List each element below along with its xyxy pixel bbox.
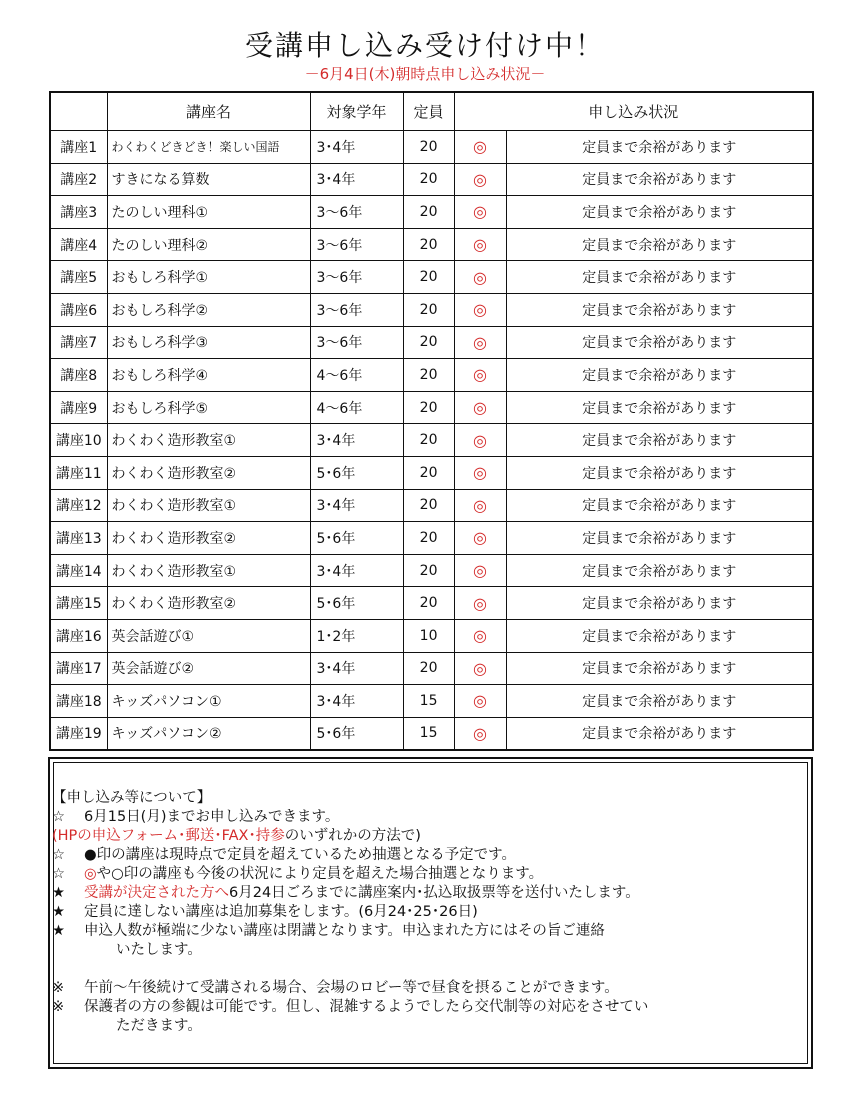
- page-title: 受講申し込み受け付け中！: [244, 29, 605, 62]
- header-capacity: 定員: [403, 92, 454, 131]
- notes-bullet-mark: ☆: [52, 809, 65, 825]
- course-id: 講座18: [50, 685, 107, 718]
- course-name: わくわく造形教室①: [107, 554, 310, 587]
- course-capacity: 20: [403, 131, 454, 164]
- notes-line: [52, 941, 752, 960]
- course-id: 講座5: [50, 261, 107, 294]
- notes-text: ただきます。: [116, 1018, 202, 1034]
- notes-text: 保護者の方の参観は可能です。但し、混雑するようでしたら交代制等の対応をさせてい: [84, 999, 649, 1015]
- course-status: 定員まで余裕があります: [506, 163, 813, 196]
- course-grade: 4～6年: [310, 391, 403, 424]
- notes-bullet-mark: ☆: [52, 866, 65, 882]
- course-capacity: 15: [403, 717, 454, 750]
- course-capacity: 10: [403, 619, 454, 652]
- course-grade: 5･6年: [310, 717, 403, 750]
- course-grade: 3･4年: [310, 424, 403, 457]
- course-id: 講座13: [50, 522, 107, 555]
- course-status: 定員まで余裕があります: [506, 261, 813, 294]
- course-status: 定員まで余裕があります: [506, 228, 813, 261]
- notes-line-body: [84, 846, 516, 865]
- course-status-mark: ◎: [454, 359, 506, 392]
- course-name: キッズパソコン②: [107, 717, 310, 750]
- course-status-mark: ◎: [454, 619, 506, 652]
- course-name: わくわく造形教室①: [107, 424, 310, 457]
- course-id: 講座4: [50, 228, 107, 261]
- course-status: 定員まで余裕があります: [506, 131, 813, 164]
- header-course-name: 講座名: [107, 92, 310, 131]
- course-capacity: 20: [403, 359, 454, 392]
- course-name: わくわく造形教室②: [107, 587, 310, 620]
- course-status: 定員まで余裕があります: [506, 619, 813, 652]
- notes-text: 午前～午後続けて受講される場合、会場のロビー等で昼食を摂ることができます。: [84, 980, 619, 996]
- table-row: [50, 685, 813, 718]
- course-capacity: 20: [403, 228, 454, 261]
- notes-bullet-mark: ★: [52, 885, 65, 901]
- page-subtitle: －6月4日(木)朝時点申し込み状況－: [304, 65, 546, 83]
- notes-box: [48, 757, 813, 1069]
- course-status-mark: ◎: [454, 424, 506, 457]
- course-status-mark: ◎: [454, 261, 506, 294]
- course-capacity: 20: [403, 554, 454, 587]
- course-status: 定員まで余裕があります: [506, 522, 813, 555]
- course-capacity: 20: [403, 522, 454, 555]
- table-row: [50, 359, 813, 392]
- course-capacity: 20: [403, 391, 454, 424]
- table-row: [50, 587, 813, 620]
- notes-line-body: [52, 827, 421, 846]
- course-grade: 1･2年: [310, 619, 403, 652]
- course-id: 講座3: [50, 196, 107, 229]
- notes-line-body: [84, 903, 478, 922]
- notes-line: [52, 922, 752, 941]
- header-grade: 対象学年: [310, 92, 403, 131]
- course-name: おもしろ科学①: [107, 261, 310, 294]
- course-grade: 3･4年: [310, 131, 403, 164]
- course-status: 定員まで余裕があります: [506, 717, 813, 750]
- course-id: 講座9: [50, 391, 107, 424]
- notes-bullet-mark: [52, 941, 84, 960]
- table-row: [50, 554, 813, 587]
- course-status-mark: ◎: [454, 652, 506, 685]
- table-header-row: [50, 92, 813, 131]
- notes-line-body: [84, 922, 605, 941]
- course-status-mark: ◎: [454, 456, 506, 489]
- course-status: 定員まで余裕があります: [506, 554, 813, 587]
- course-status: 定員まで余裕があります: [506, 456, 813, 489]
- course-name: おもしろ科学⑤: [107, 391, 310, 424]
- notes-text: 定員に達しない講座は追加募集をします。(6月24･25･26日): [84, 904, 478, 920]
- course-capacity: 20: [403, 261, 454, 294]
- notes-heading: 【申し込み等について】: [52, 790, 212, 806]
- course-id: 講座7: [50, 326, 107, 359]
- table-row: [50, 522, 813, 555]
- course-capacity: 20: [403, 196, 454, 229]
- course-name: 英会話遊び①: [107, 619, 310, 652]
- notes-line: [52, 865, 752, 884]
- course-capacity: 20: [403, 587, 454, 620]
- notes-text: 申込人数が極端に少ない講座は閉講となります。申込まれた方にはその旨ご連絡: [84, 923, 605, 939]
- course-id: 講座19: [50, 717, 107, 750]
- notes-line: [52, 884, 752, 903]
- notes-line: [52, 827, 752, 846]
- notes-spacer: [52, 960, 752, 979]
- table-row: [50, 131, 813, 164]
- course-name: おもしろ科学③: [107, 326, 310, 359]
- notes-line: [52, 1017, 752, 1036]
- course-status: 定員まで余裕があります: [506, 196, 813, 229]
- course-status-mark: ◎: [454, 293, 506, 326]
- course-capacity: 20: [403, 293, 454, 326]
- course-status: 定員まで余裕があります: [506, 293, 813, 326]
- course-capacity: 20: [403, 424, 454, 457]
- table-row: [50, 261, 813, 294]
- course-status-mark: ◎: [454, 685, 506, 718]
- course-capacity: 20: [403, 489, 454, 522]
- course-name: キッズパソコン①: [107, 685, 310, 718]
- course-status-mark: ◎: [454, 163, 506, 196]
- course-status: 定員まで余裕があります: [506, 391, 813, 424]
- notes-line: [52, 979, 752, 998]
- notes-line-body: [84, 865, 543, 884]
- course-id: 講座14: [50, 554, 107, 587]
- course-capacity: 20: [403, 456, 454, 489]
- table-row: [50, 456, 813, 489]
- course-status-mark: ◎: [454, 228, 506, 261]
- notes-red-text: (HPの申込フォーム･郵送･FAX･持参: [52, 828, 285, 844]
- notes-line: [52, 903, 752, 922]
- table-row: [50, 163, 813, 196]
- course-name: わくわく造形教室②: [107, 456, 310, 489]
- course-grade: 3･4年: [310, 163, 403, 196]
- notes-body: [52, 789, 752, 1036]
- header-id: [50, 92, 107, 131]
- notes-bullet-mark: ★: [52, 923, 65, 939]
- course-grade: 3～6年: [310, 196, 403, 229]
- notes-red-text: 受講が決定された方へ: [84, 885, 229, 901]
- course-grade: 3･4年: [310, 652, 403, 685]
- course-status-mark: ◎: [454, 131, 506, 164]
- course-id: 講座10: [50, 424, 107, 457]
- course-name: おもしろ科学④: [107, 359, 310, 392]
- table-row: [50, 489, 813, 522]
- notes-line: [52, 846, 752, 865]
- table-row: [50, 717, 813, 750]
- course-grade: 4～6年: [310, 359, 403, 392]
- course-status: 定員まで余裕があります: [506, 587, 813, 620]
- course-id: 講座11: [50, 456, 107, 489]
- course-grade: 3･4年: [310, 554, 403, 587]
- course-name: すきになる算数: [107, 163, 310, 196]
- table-row: [50, 424, 813, 457]
- notes-text: いたします。: [116, 942, 202, 958]
- notes-bullet-mark: ※: [52, 999, 65, 1015]
- notes-line: [52, 808, 752, 827]
- course-grade: 3～6年: [310, 228, 403, 261]
- notes-line: [52, 998, 752, 1017]
- table-row: [50, 652, 813, 685]
- notes-bullet-mark: ☆: [52, 847, 65, 863]
- notes-bullet-mark: ★: [52, 904, 65, 920]
- table-row: [50, 228, 813, 261]
- table-row: [50, 391, 813, 424]
- notes-text: 6月15日(月)までお申し込みできます。: [84, 809, 340, 825]
- course-grade: 3～6年: [310, 261, 403, 294]
- notes-text: や○印の講座も今後の状況により定員を超えた場合抽選となります。: [96, 866, 544, 882]
- course-grade: 5･6年: [310, 456, 403, 489]
- notes-line-body: [84, 979, 619, 998]
- table-row: [50, 293, 813, 326]
- course-status: 定員まで余裕があります: [506, 326, 813, 359]
- course-id: 講座8: [50, 359, 107, 392]
- notes-line-body: [84, 808, 339, 827]
- table-row: [50, 326, 813, 359]
- course-status: 定員まで余裕があります: [506, 652, 813, 685]
- header-status: 申し込み状況: [454, 92, 813, 131]
- notes-bullet-mark: [52, 1017, 84, 1036]
- course-capacity: 20: [403, 163, 454, 196]
- course-name: わくわく造形教室①: [107, 489, 310, 522]
- notes-line-body: [84, 998, 648, 1017]
- notes-lines: [52, 808, 752, 1036]
- course-status-mark: ◎: [454, 196, 506, 229]
- course-status-mark: ◎: [454, 489, 506, 522]
- table-row: [50, 619, 813, 652]
- course-id: 講座6: [50, 293, 107, 326]
- course-status-mark: ◎: [454, 522, 506, 555]
- course-name: わくわくどきどき！楽しい国語: [107, 131, 310, 164]
- notes-text: ●印の講座は現時点で定員を超えているため抽選となる予定です。: [84, 847, 516, 863]
- course-status-mark: ◎: [454, 391, 506, 424]
- course-status-mark: ◎: [454, 326, 506, 359]
- course-capacity: 15: [403, 685, 454, 718]
- notes-text: 6月24日ごろまでに講座案内･払込取扱票等を送付いたします。: [229, 885, 640, 901]
- table-row: [50, 196, 813, 229]
- course-status: 定員まで余裕があります: [506, 424, 813, 457]
- notes-line-body: [84, 1017, 202, 1036]
- course-id: 講座12: [50, 489, 107, 522]
- course-name: たのしい理科①: [107, 196, 310, 229]
- course-grade: 3～6年: [310, 293, 403, 326]
- course-status-mark: ◎: [454, 717, 506, 750]
- course-grade: 3･4年: [310, 489, 403, 522]
- course-status-mark: ◎: [454, 554, 506, 587]
- course-status: 定員まで余裕があります: [506, 359, 813, 392]
- course-grade: 3～6年: [310, 326, 403, 359]
- course-table: [49, 91, 814, 751]
- course-status-mark: ◎: [454, 587, 506, 620]
- course-capacity: 20: [403, 326, 454, 359]
- notes-text: のいずれかの方法で): [284, 828, 421, 844]
- course-id: 講座1: [50, 131, 107, 164]
- course-name: たのしい理科②: [107, 228, 310, 261]
- course-status: 定員まで余裕があります: [506, 489, 813, 522]
- notes-line-body: [84, 941, 202, 960]
- course-grade: 5･6年: [310, 522, 403, 555]
- notes-red-text: ◎: [84, 866, 97, 882]
- course-grade: 3･4年: [310, 685, 403, 718]
- course-id: 講座17: [50, 652, 107, 685]
- course-table-body: [50, 131, 813, 751]
- course-id: 講座15: [50, 587, 107, 620]
- notes-line-body: [84, 884, 640, 903]
- course-name: わくわく造形教室②: [107, 522, 310, 555]
- course-status: 定員まで余裕があります: [506, 685, 813, 718]
- notes-bullet-mark: ※: [52, 980, 65, 996]
- course-id: 講座16: [50, 619, 107, 652]
- course-name: おもしろ科学②: [107, 293, 310, 326]
- course-capacity: 20: [403, 652, 454, 685]
- course-grade: 5･6年: [310, 587, 403, 620]
- course-name: 英会話遊び②: [107, 652, 310, 685]
- course-id: 講座2: [50, 163, 107, 196]
